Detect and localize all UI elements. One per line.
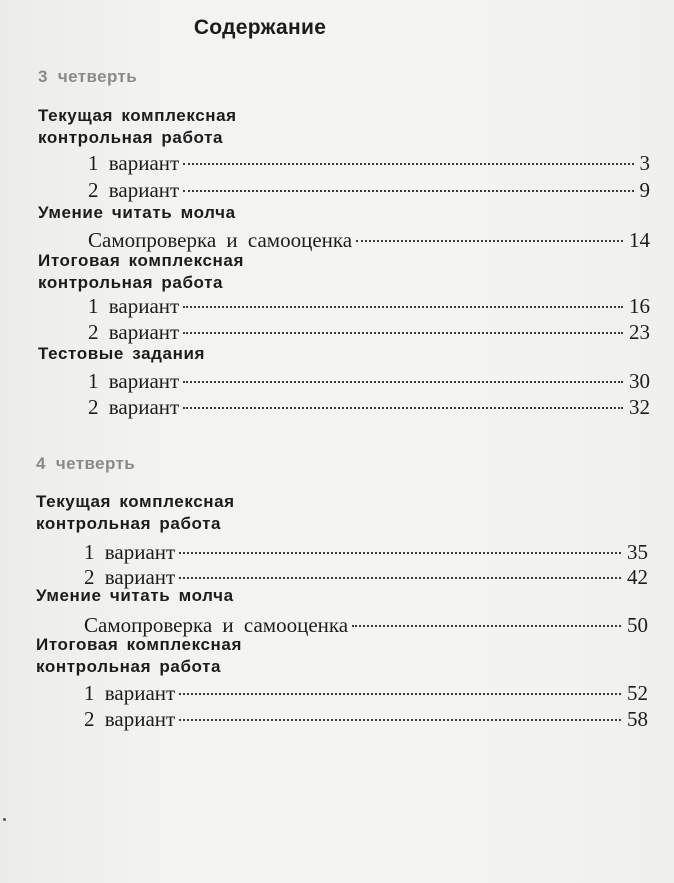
- quarter-4-number: 4: [36, 454, 46, 473]
- section-heading: [36, 585, 234, 607]
- toc-entry-page: 42: [627, 565, 648, 589]
- print-speck: [3, 818, 6, 821]
- section-heading: [38, 105, 237, 149]
- toc-entry-page: 50: [627, 613, 648, 637]
- toc-entry-label: 2 вариант: [88, 178, 180, 202]
- quarter-3-heading: [38, 67, 137, 87]
- toc-entry[interactable]: [88, 394, 650, 420]
- toc-entry-page: 58: [627, 707, 648, 731]
- toc-entry-page: 32: [629, 395, 650, 419]
- toc-entry-page: 9: [639, 178, 650, 202]
- toc-entry[interactable]: [88, 177, 650, 203]
- quarter-4-label: четверть: [55, 454, 136, 473]
- toc-entry-page: 23: [629, 320, 650, 344]
- toc-entry-label: 1 вариант: [88, 369, 180, 393]
- dot-leader: [179, 693, 621, 695]
- toc-entry-label: 2 вариант: [88, 320, 180, 344]
- toc-entry[interactable]: [88, 150, 650, 176]
- toc-entry[interactable]: [84, 706, 648, 732]
- toc-entry-label: 1 вариант: [88, 151, 180, 175]
- dot-leader: [183, 190, 633, 192]
- toc-entry-label: 2 вариант: [84, 707, 176, 731]
- toc-entry-label: 2 вариант: [84, 565, 176, 589]
- section-heading-line-2: контрольная работа: [36, 514, 222, 533]
- quarter-3-label: четверть: [57, 67, 138, 86]
- section-heading-line-2: контрольная работа: [36, 657, 222, 676]
- toc-entry[interactable]: [88, 293, 650, 319]
- toc-entry[interactable]: [84, 680, 648, 706]
- section-heading-line-1: Тестовые задания: [38, 344, 206, 363]
- toc-entry[interactable]: [84, 539, 648, 565]
- dot-leader: [179, 577, 621, 579]
- dot-leader: [179, 719, 621, 721]
- dot-leader: [183, 163, 633, 165]
- section-heading: [36, 491, 235, 535]
- section-heading-line-2: контрольная работа: [38, 273, 224, 292]
- toc-entry-page: 14: [629, 228, 650, 252]
- section-heading-line-1: Текущая комплексная: [36, 492, 235, 511]
- dot-leader: [183, 332, 623, 334]
- toc-entry-page: 3: [639, 151, 650, 175]
- toc-entry-label: 1 вариант: [84, 681, 176, 705]
- quarter-3-number: 3: [38, 67, 48, 86]
- section-heading-line-1: Умение читать молча: [36, 586, 234, 605]
- dot-leader: [179, 552, 621, 554]
- toc-entry-label: 1 вариант: [84, 540, 176, 564]
- section-heading-line-1: Текущая комплексная: [38, 106, 237, 125]
- toc-entry-page: 16: [629, 294, 650, 318]
- dot-leader: [352, 625, 621, 627]
- section-heading-line-2: контрольная работа: [38, 128, 224, 147]
- toc-entry[interactable]: [88, 319, 650, 345]
- toc-entry-label: 1 вариант: [88, 294, 180, 318]
- toc-entry-label: Самопроверка и самооценка: [84, 613, 349, 637]
- section-heading: [38, 202, 236, 224]
- toc-entry-page: 30: [629, 369, 650, 393]
- dot-leader: [183, 306, 623, 308]
- section-heading: [38, 343, 205, 365]
- section-heading: [36, 634, 242, 678]
- section-heading-line-1: Умение читать молча: [38, 203, 236, 222]
- page-title: Содержание: [193, 16, 327, 39]
- dot-leader: [356, 240, 623, 242]
- toc-entry-label: 2 вариант: [88, 395, 180, 419]
- toc-entry-label: Самопроверка и самооценка: [88, 228, 353, 252]
- dot-leader: [183, 381, 623, 383]
- quarter-4-heading: [36, 454, 135, 474]
- toc-entry-page: 52: [627, 681, 648, 705]
- toc-entry-page: 35: [627, 540, 648, 564]
- toc-entry[interactable]: [88, 368, 650, 394]
- section-heading-line-1: Итоговая комплексная: [36, 635, 242, 654]
- dot-leader: [183, 407, 623, 409]
- section-heading-line-1: Итоговая комплексная: [38, 251, 244, 270]
- section-heading: [38, 250, 244, 294]
